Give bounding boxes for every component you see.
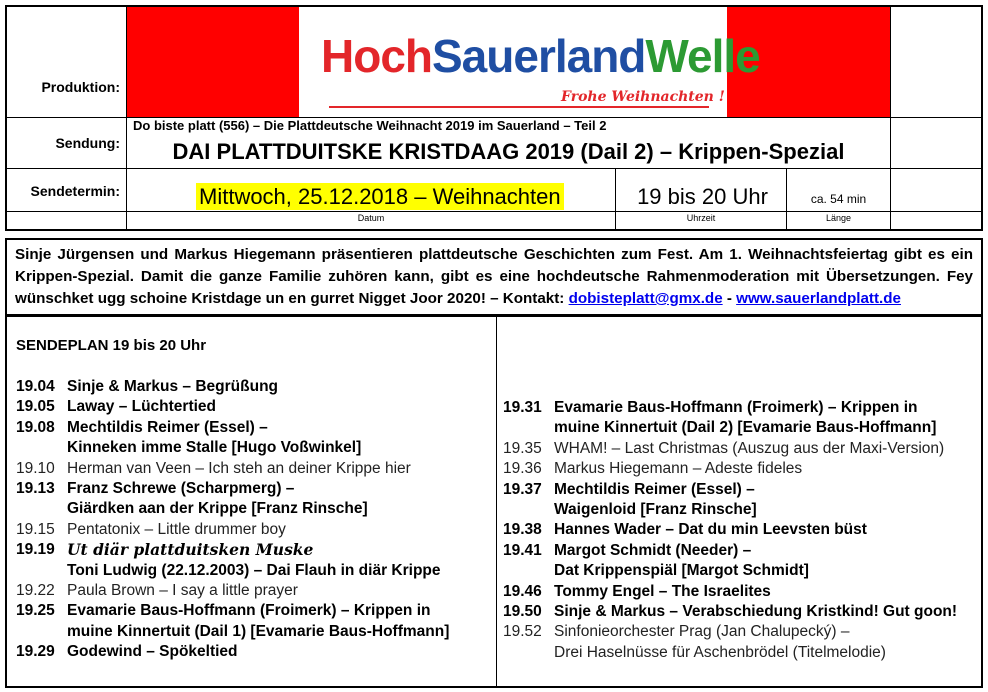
schedule-column-right <box>503 398 978 663</box>
schedule-item <box>16 418 491 459</box>
schedule-item <box>16 459 491 479</box>
email-link[interactable]: dobisteplatt@gmx.de <box>568 290 723 307</box>
schedule-entry-text: Hannes Wader – Dat du min Leevsten büst <box>554 521 867 539</box>
schedule-time: 19.08 <box>16 418 55 436</box>
schedule-item <box>16 479 491 520</box>
column-divider <box>496 317 497 686</box>
schedule-entry-text: Waigenloid [Franz Rinsche] <box>554 501 757 519</box>
schedule-entry-text: Laway – Lüchtertied <box>67 398 217 416</box>
logo-underline <box>329 106 709 108</box>
schedule-entry-text: Evamarie Baus-Hoffmann (Froimerk) – Krippen in <box>554 399 918 416</box>
show-title: DAI PLATTDUITSKE KRISTDAAG 2019 (Dail 2) – Krippen-Spezial <box>172 139 845 164</box>
schedule-entry-text: Dat Krippenspiäl [Margot Schmidt] <box>554 562 809 580</box>
schedule-subheading: Ut diär plattduitsken Muske <box>67 540 314 560</box>
schedule-title: SENDEPLAN 19 bis 20 Uhr <box>16 337 207 354</box>
schedule-item <box>16 581 491 601</box>
row-divider <box>7 211 981 212</box>
schedule-entry-text: muine Kinnertuit (Dail 2) [Evamarie Baus-Hoffmann] <box>554 419 937 437</box>
schedule-item <box>16 642 491 662</box>
schedule-entry-text: Sinje & Markus – Verabschiedung Kristkind! Gut goon! <box>554 603 958 621</box>
schedule-item <box>16 540 491 581</box>
schedule-time: 19.52 <box>503 623 542 641</box>
schedule-entry-text: Mechtildis Reimer (Essel) – <box>67 418 268 436</box>
schedule-time: 19.19 <box>16 541 55 559</box>
schedule-item <box>503 541 978 582</box>
header-table <box>5 5 983 231</box>
schedule-item <box>16 377 491 397</box>
airdate-label: Sendetermin: <box>30 183 120 199</box>
schedule-time: 19.29 <box>16 643 55 661</box>
schedule-item <box>503 439 978 459</box>
schedule-entry-text: Kinneken imme Stalle [Hugo Voßwinkel] <box>67 439 362 457</box>
schedule-entry-text: Paula Brown – I say a little prayer <box>67 582 298 600</box>
schedule-entry-text: Toni Ludwig (22.12.2003) – Dai Flauh in diär Krippe <box>67 561 441 579</box>
schedule-item <box>503 582 978 602</box>
length-caption: Länge <box>825 213 852 223</box>
schedule-time: 19.50 <box>503 603 542 621</box>
link-separator: - <box>722 290 737 307</box>
air-date: Mittwoch, 25.12.2018 – Weihnachten <box>196 183 564 210</box>
schedule-time: 19.38 <box>503 521 542 539</box>
schedule-entry-text: muine Kinnertuit (Dail 1) [Evamarie Baus-Hoffmann] <box>67 622 450 640</box>
schedule-entry-text: Sinje & Markus – Begrüßung <box>67 378 279 395</box>
intro-body: Sinje Jürgensen und Markus Hiegemann präsentieren plattdeutsche Geschichten zum Fest. Am 1. Weihnachtsfeiertag gibt es ein Krippen-Spezial. Damit die ganze Familie zuhören kann, gibt es eine hochdeutsche Rahmenmoderation mit Übersetzungen. Fey wünschket ugg schoine Kristdage un en gurret Nigget Joor 2020! – Kontakt: <box>15 246 973 307</box>
schedule-time: 19.05 <box>16 398 55 416</box>
schedule-entry-text: Tommy Engel – The Israelites <box>554 582 771 600</box>
schedule-entry-text: Evamarie Baus-Hoffmann (Froimerk) – Krippen in <box>67 602 431 620</box>
schedule-time: 19.36 <box>503 460 542 478</box>
schedule-time: 19.41 <box>503 541 542 559</box>
show-label: Sendung: <box>55 135 120 151</box>
schedule-entry-text: Pentatonix – Little drummer boy <box>67 520 286 538</box>
schedule-item <box>16 397 491 417</box>
column-divider <box>890 7 891 229</box>
station-logo <box>299 7 760 117</box>
schedule-time: 19.22 <box>16 582 55 600</box>
schedule-time: 19.13 <box>16 480 55 498</box>
intro-text <box>5 238 983 316</box>
row-divider <box>7 168 981 169</box>
schedule-entry-text: Margot Schmidt (Needer) – <box>554 541 752 559</box>
schedule-time: 19.15 <box>16 520 55 538</box>
air-time: 19 bis 20 Uhr <box>637 184 768 209</box>
schedule-entry-text: Sinfonieorchester Prag (Jan Chalupecký) – <box>554 623 850 641</box>
production-label: Produktion: <box>41 79 120 95</box>
schedule-entry-text: Godewind – Spökeltied <box>67 643 238 661</box>
schedule <box>5 316 983 688</box>
schedule-entry-text: Franz Schrewe (Scharpmerg) – <box>67 480 295 498</box>
schedule-entry-text: Mechtildis Reimer (Essel) – <box>554 480 755 498</box>
logo-tagline: Frohe Weihnachten ! <box>561 89 725 105</box>
schedule-column-left <box>16 377 491 663</box>
schedule-time: 19.25 <box>16 602 55 620</box>
schedule-entry-text: Giärdken aan der Krippe [Franz Rinsche] <box>67 500 368 518</box>
schedule-time: 19.31 <box>503 399 542 416</box>
schedule-entry-text: Drei Haselnüsse für Aschenbrödel (Titelmelodie) <box>554 643 886 661</box>
logo-wordmark: HochSauerlandWelle <box>321 30 760 82</box>
schedule-item <box>503 622 978 663</box>
schedule-entry-text: Herman van Veen – Ich steh an deiner Krippe hier <box>67 459 411 477</box>
show-subtitle: Do biste platt (556) – Die Plattdeutsche Weihnacht 2019 im Sauerland – Teil 2 <box>133 118 607 133</box>
schedule-item <box>503 602 978 622</box>
schedule-item <box>503 398 978 439</box>
website-link[interactable]: www.sauerlandplatt.de <box>736 290 901 307</box>
time-caption: Uhrzeit <box>686 213 716 223</box>
date-caption: Datum <box>357 213 385 223</box>
schedule-time: 19.10 <box>16 459 55 477</box>
schedule-item <box>16 520 491 540</box>
schedule-time: 19.35 <box>503 439 542 457</box>
schedule-item <box>503 459 978 479</box>
schedule-item <box>16 601 491 642</box>
schedule-entry-text: WHAM! – Last Christmas (Auszug aus der Maxi-Version) <box>554 439 945 457</box>
duration: ca. 54 min <box>810 192 867 206</box>
schedule-item <box>503 480 978 521</box>
schedule-item <box>503 520 978 540</box>
schedule-time: 19.37 <box>503 480 542 498</box>
schedule-time: 19.46 <box>503 582 542 600</box>
schedule-time: 19.04 <box>16 378 55 395</box>
schedule-entry-text: Markus Hiegemann – Adeste fideles <box>554 460 803 478</box>
